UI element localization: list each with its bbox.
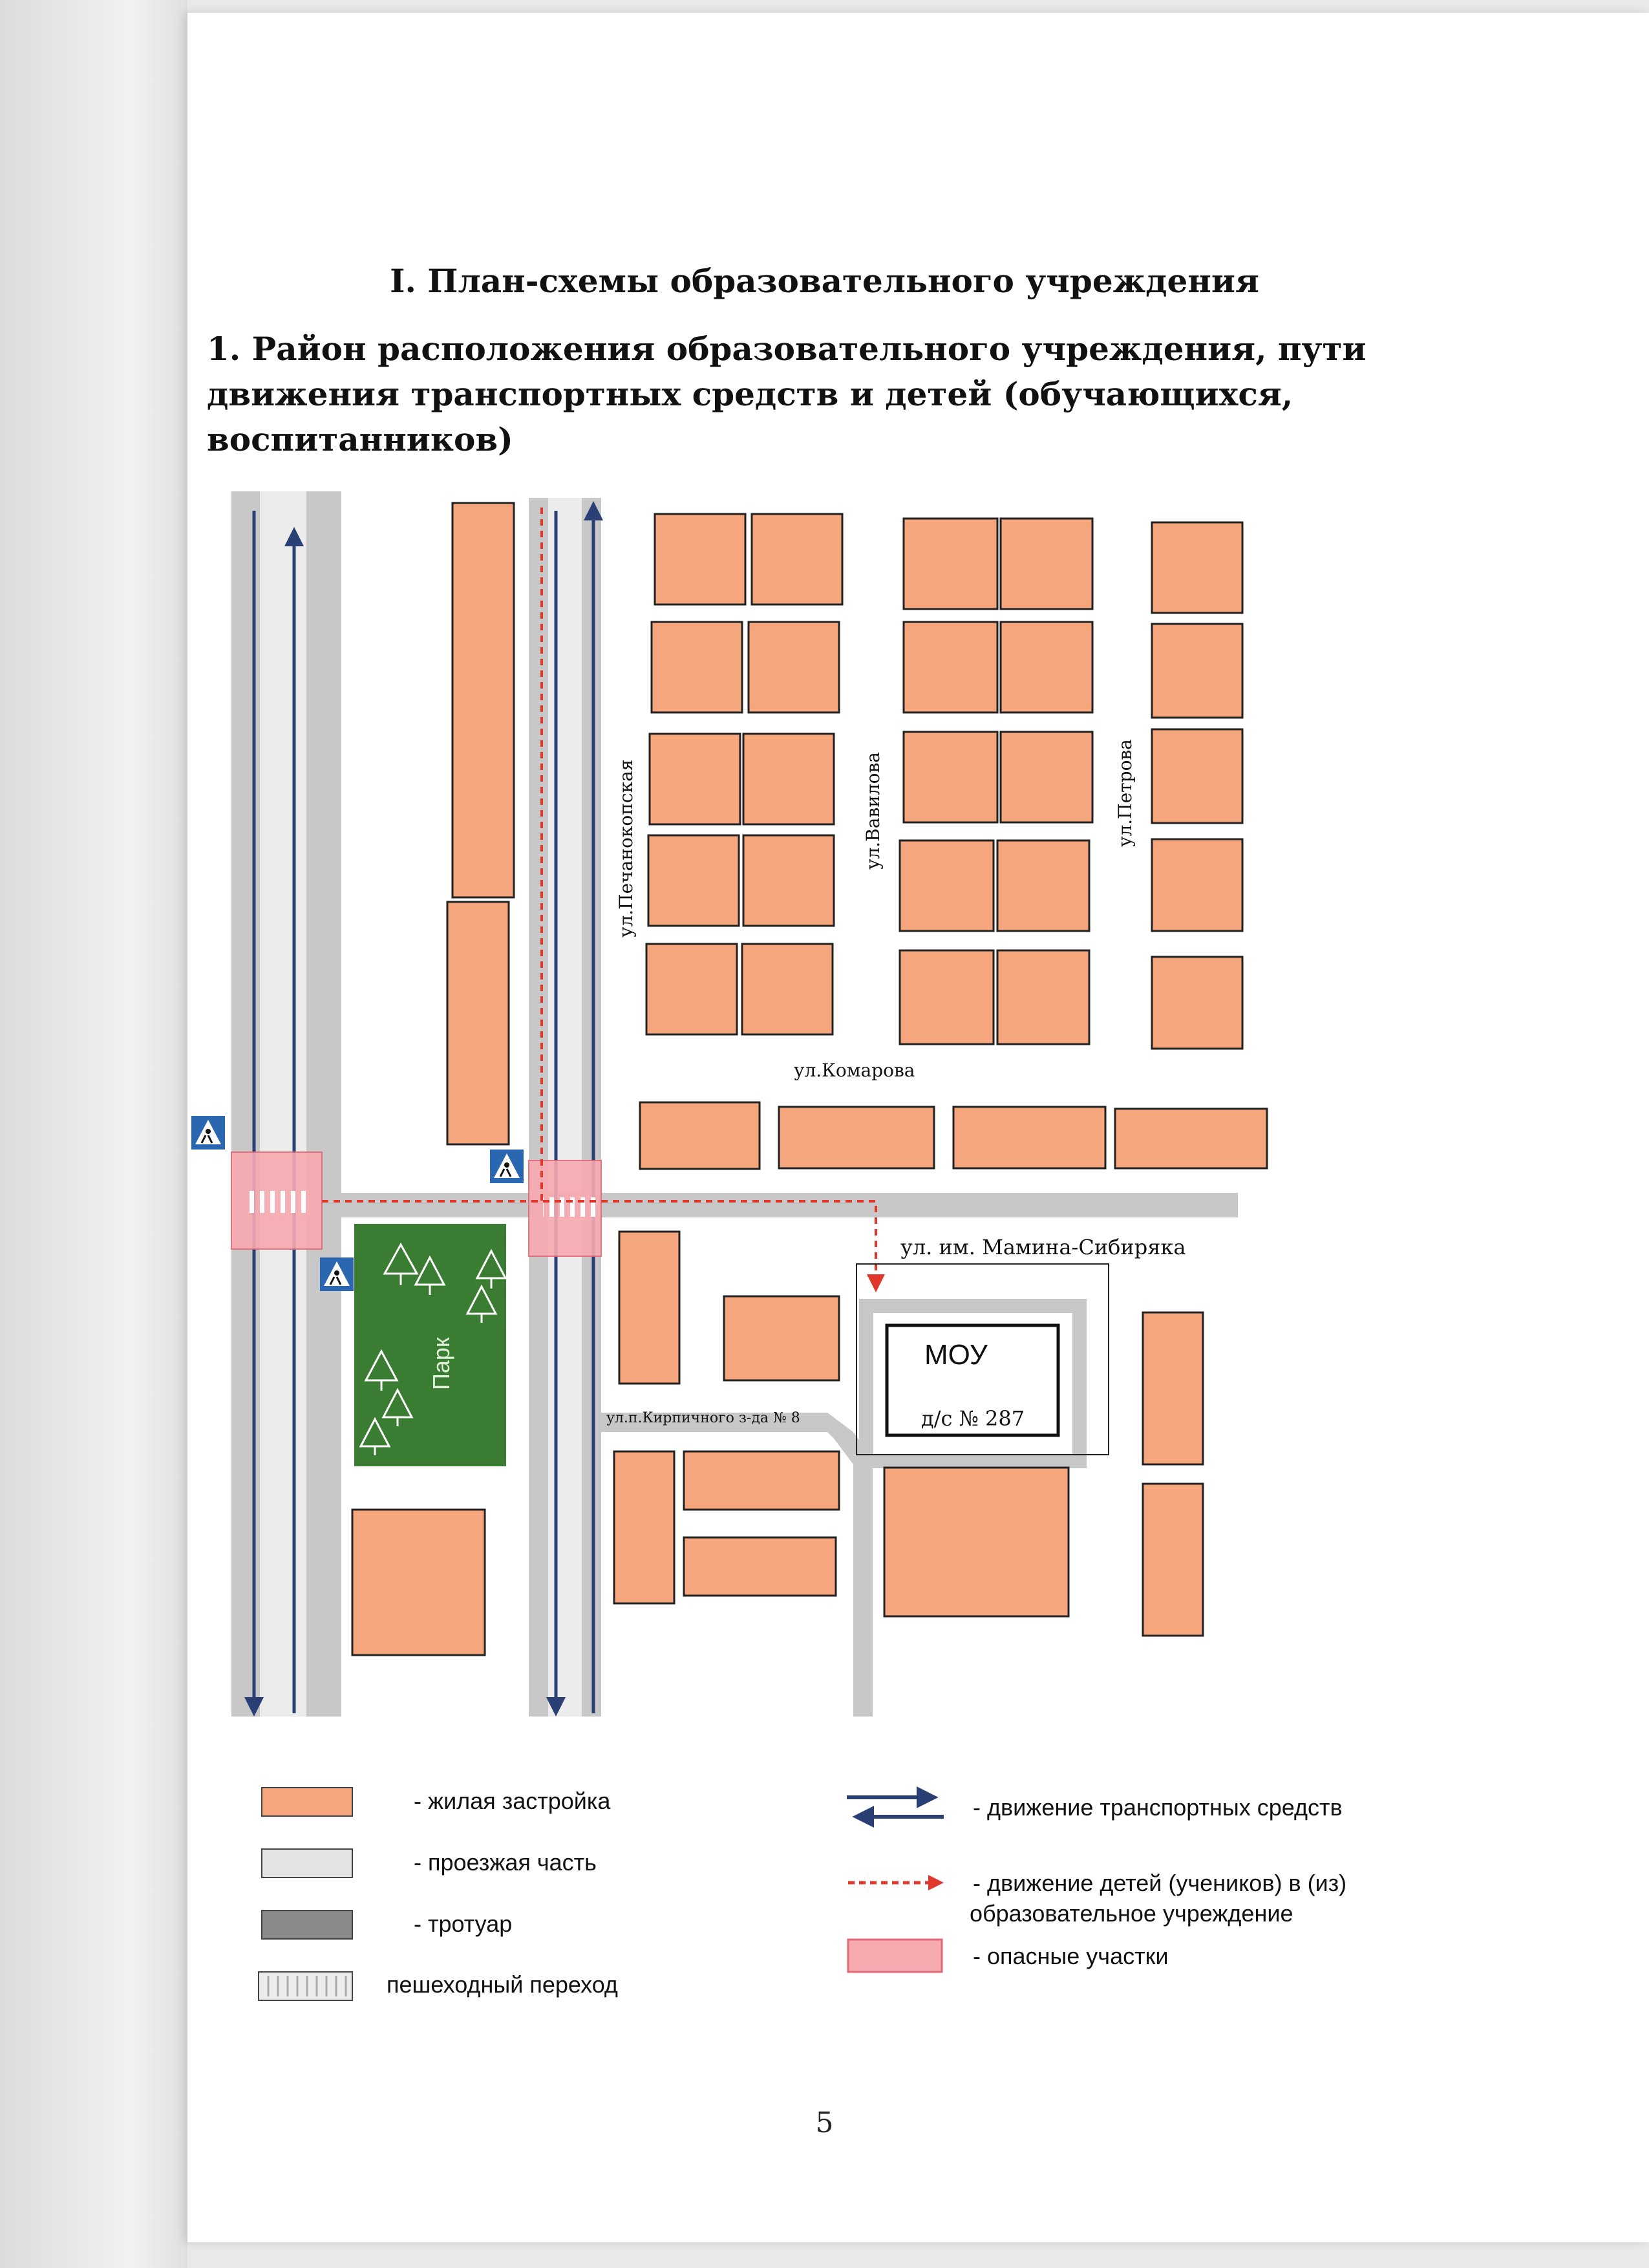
- school-number: д/с № 287: [921, 1406, 1025, 1431]
- pedestrian-crossing-sign-icon: [320, 1257, 354, 1291]
- legend-swatch-sidewalk: [262, 1910, 352, 1939]
- building: [900, 840, 994, 931]
- building: [884, 1468, 1069, 1616]
- building: [1152, 839, 1242, 931]
- building: [650, 734, 740, 824]
- building: [997, 840, 1089, 931]
- building: [1152, 957, 1242, 1049]
- pedestrian-crossing-sign-icon: [490, 1150, 524, 1183]
- building: [1152, 522, 1242, 613]
- building: [619, 1232, 679, 1384]
- street-label-petrova: ул.Петрова: [1114, 739, 1136, 847]
- legend-label-residential: - жилая застройка: [414, 1788, 611, 1814]
- building: [684, 1451, 839, 1510]
- park-label: Парк: [428, 1337, 454, 1390]
- legend-label-sidewalk: - тротуар: [414, 1910, 513, 1937]
- building: [749, 622, 839, 712]
- building: [724, 1296, 839, 1380]
- building: [904, 519, 997, 609]
- building: [953, 1107, 1105, 1168]
- street-label-mamina-sibiryaka: ул. им. Мамина-Сибиряка: [900, 1235, 1186, 1259]
- street-label-komarova: ул.Комарова: [794, 1060, 915, 1081]
- building: [743, 835, 834, 926]
- main-road-left-divider: [260, 491, 306, 1717]
- building: [1115, 1109, 1267, 1168]
- legend-label-children-line2: образовательное учреждение: [970, 1900, 1293, 1927]
- building: [904, 732, 997, 822]
- building: [1001, 519, 1092, 609]
- school-plot: [856, 1264, 1109, 1455]
- street-label-pechanokopskaya: ул.Печанокопская: [615, 759, 637, 937]
- building: [1152, 729, 1242, 823]
- building: [640, 1102, 760, 1169]
- building: [743, 734, 834, 824]
- building: [447, 902, 509, 1144]
- pechanokopskaya-road-divider: [548, 498, 582, 1717]
- street-label-vavilova: ул.Вавилова: [862, 752, 884, 870]
- legend: [259, 1788, 1346, 2000]
- building: [652, 622, 742, 712]
- building: [352, 1510, 485, 1655]
- building: [900, 950, 994, 1044]
- pedestrian-crossing-sign-icon: [191, 1116, 225, 1150]
- legend-swatch-residential: [262, 1788, 352, 1816]
- building: [1001, 622, 1092, 712]
- crosswalk-left: [249, 1191, 307, 1213]
- legend-label-crosswalk: пешеходный переход: [387, 1971, 618, 1998]
- building: [1143, 1484, 1203, 1636]
- building: [779, 1107, 934, 1168]
- building: [752, 514, 842, 604]
- building: [648, 835, 739, 926]
- legend-label-children-line1: - движение детей (учеников) в (из): [973, 1870, 1347, 1896]
- section-subtitle: 1. Район расположения образовательного учреждения, пути движения транспортных средств и детей (обучающихся, воспитанников): [207, 330, 1367, 458]
- building: [904, 622, 997, 712]
- building: [742, 944, 833, 1034]
- building: [614, 1451, 674, 1603]
- mamina-sibiryaka-road: [304, 1193, 1238, 1217]
- school-name: МОУ: [924, 1339, 988, 1371]
- street-label-kirpichnogo: ул.п.Кирпичного з-да № 8: [606, 1410, 800, 1426]
- legend-label-roadway: - проезжая часть: [414, 1849, 597, 1876]
- legend-swatch-crosswalk: [259, 1972, 352, 2000]
- building: [1143, 1312, 1203, 1464]
- legend-vehicle-arrows-icon: [847, 1790, 944, 1824]
- building: [684, 1537, 836, 1596]
- legend-swatch-roadway: [262, 1849, 352, 1878]
- building: [646, 944, 737, 1034]
- legend-label-vehicles: - движение транспортных средств: [973, 1794, 1343, 1821]
- page-title: I. План-схемы образовательного учреждения: [390, 262, 1259, 300]
- page-number: 5: [815, 2106, 834, 2139]
- legend-children-path-icon: [848, 1875, 944, 1890]
- park: [354, 1224, 506, 1466]
- building: [452, 503, 514, 897]
- building: [1001, 732, 1092, 822]
- legend-swatch-danger: [848, 1940, 942, 1972]
- building: [997, 950, 1089, 1044]
- building: [1152, 624, 1242, 718]
- legend-label-danger: - опасные участки: [973, 1943, 1169, 1969]
- building: [655, 514, 745, 604]
